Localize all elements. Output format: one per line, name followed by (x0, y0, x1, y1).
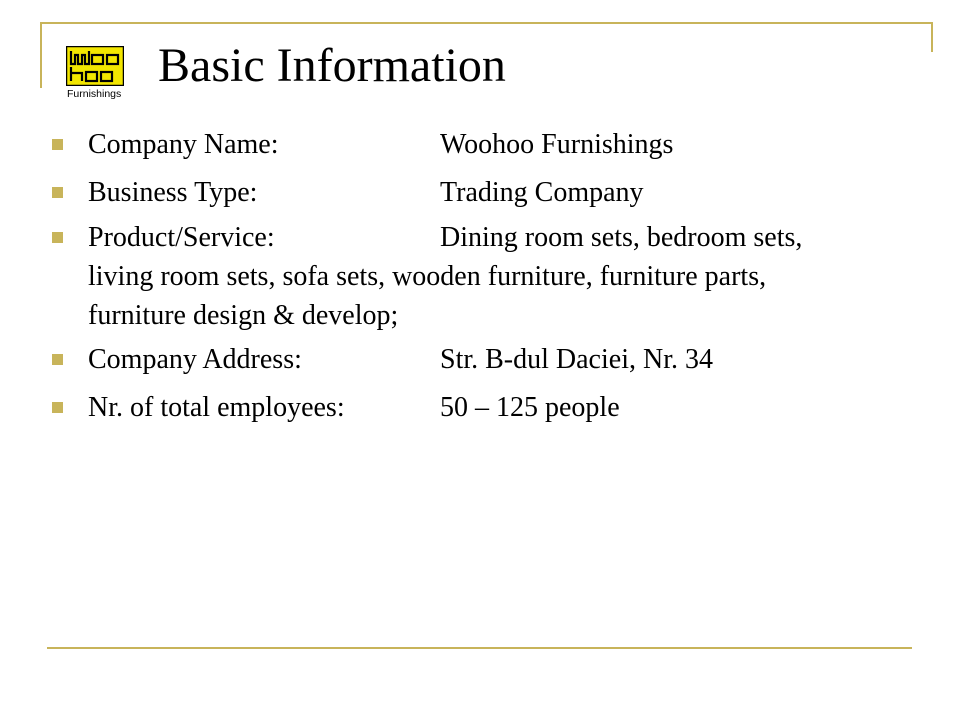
bullet-marker (52, 402, 63, 413)
item-value: Woohoo Furnishings (440, 129, 674, 160)
item-label: Company Name: (88, 129, 279, 160)
item-label: Nr. of total employees: (88, 392, 345, 423)
item-value: Trading Company (440, 177, 644, 208)
item-label: Company Address: (88, 344, 302, 375)
item-value: Dining room sets, bedroom sets, (440, 222, 803, 253)
bullet-marker (52, 232, 63, 243)
slide-title: Basic Information (158, 39, 506, 92)
bullet-marker (52, 139, 63, 150)
item-label: Business Type: (88, 177, 258, 208)
item-continuation: living room sets, sofa sets, wooden furniture, furniture parts, (88, 261, 767, 292)
bullet-marker (52, 187, 63, 198)
item-label: Product/Service: (88, 222, 275, 253)
bullet-marker (52, 354, 63, 365)
item-value: 50 – 125 people (440, 392, 620, 423)
logo-text: Furnishings (67, 88, 122, 100)
item-value: Str. B-dul Daciei, Nr. 34 (440, 344, 713, 375)
item-continuation: furniture design & develop; (88, 300, 399, 331)
